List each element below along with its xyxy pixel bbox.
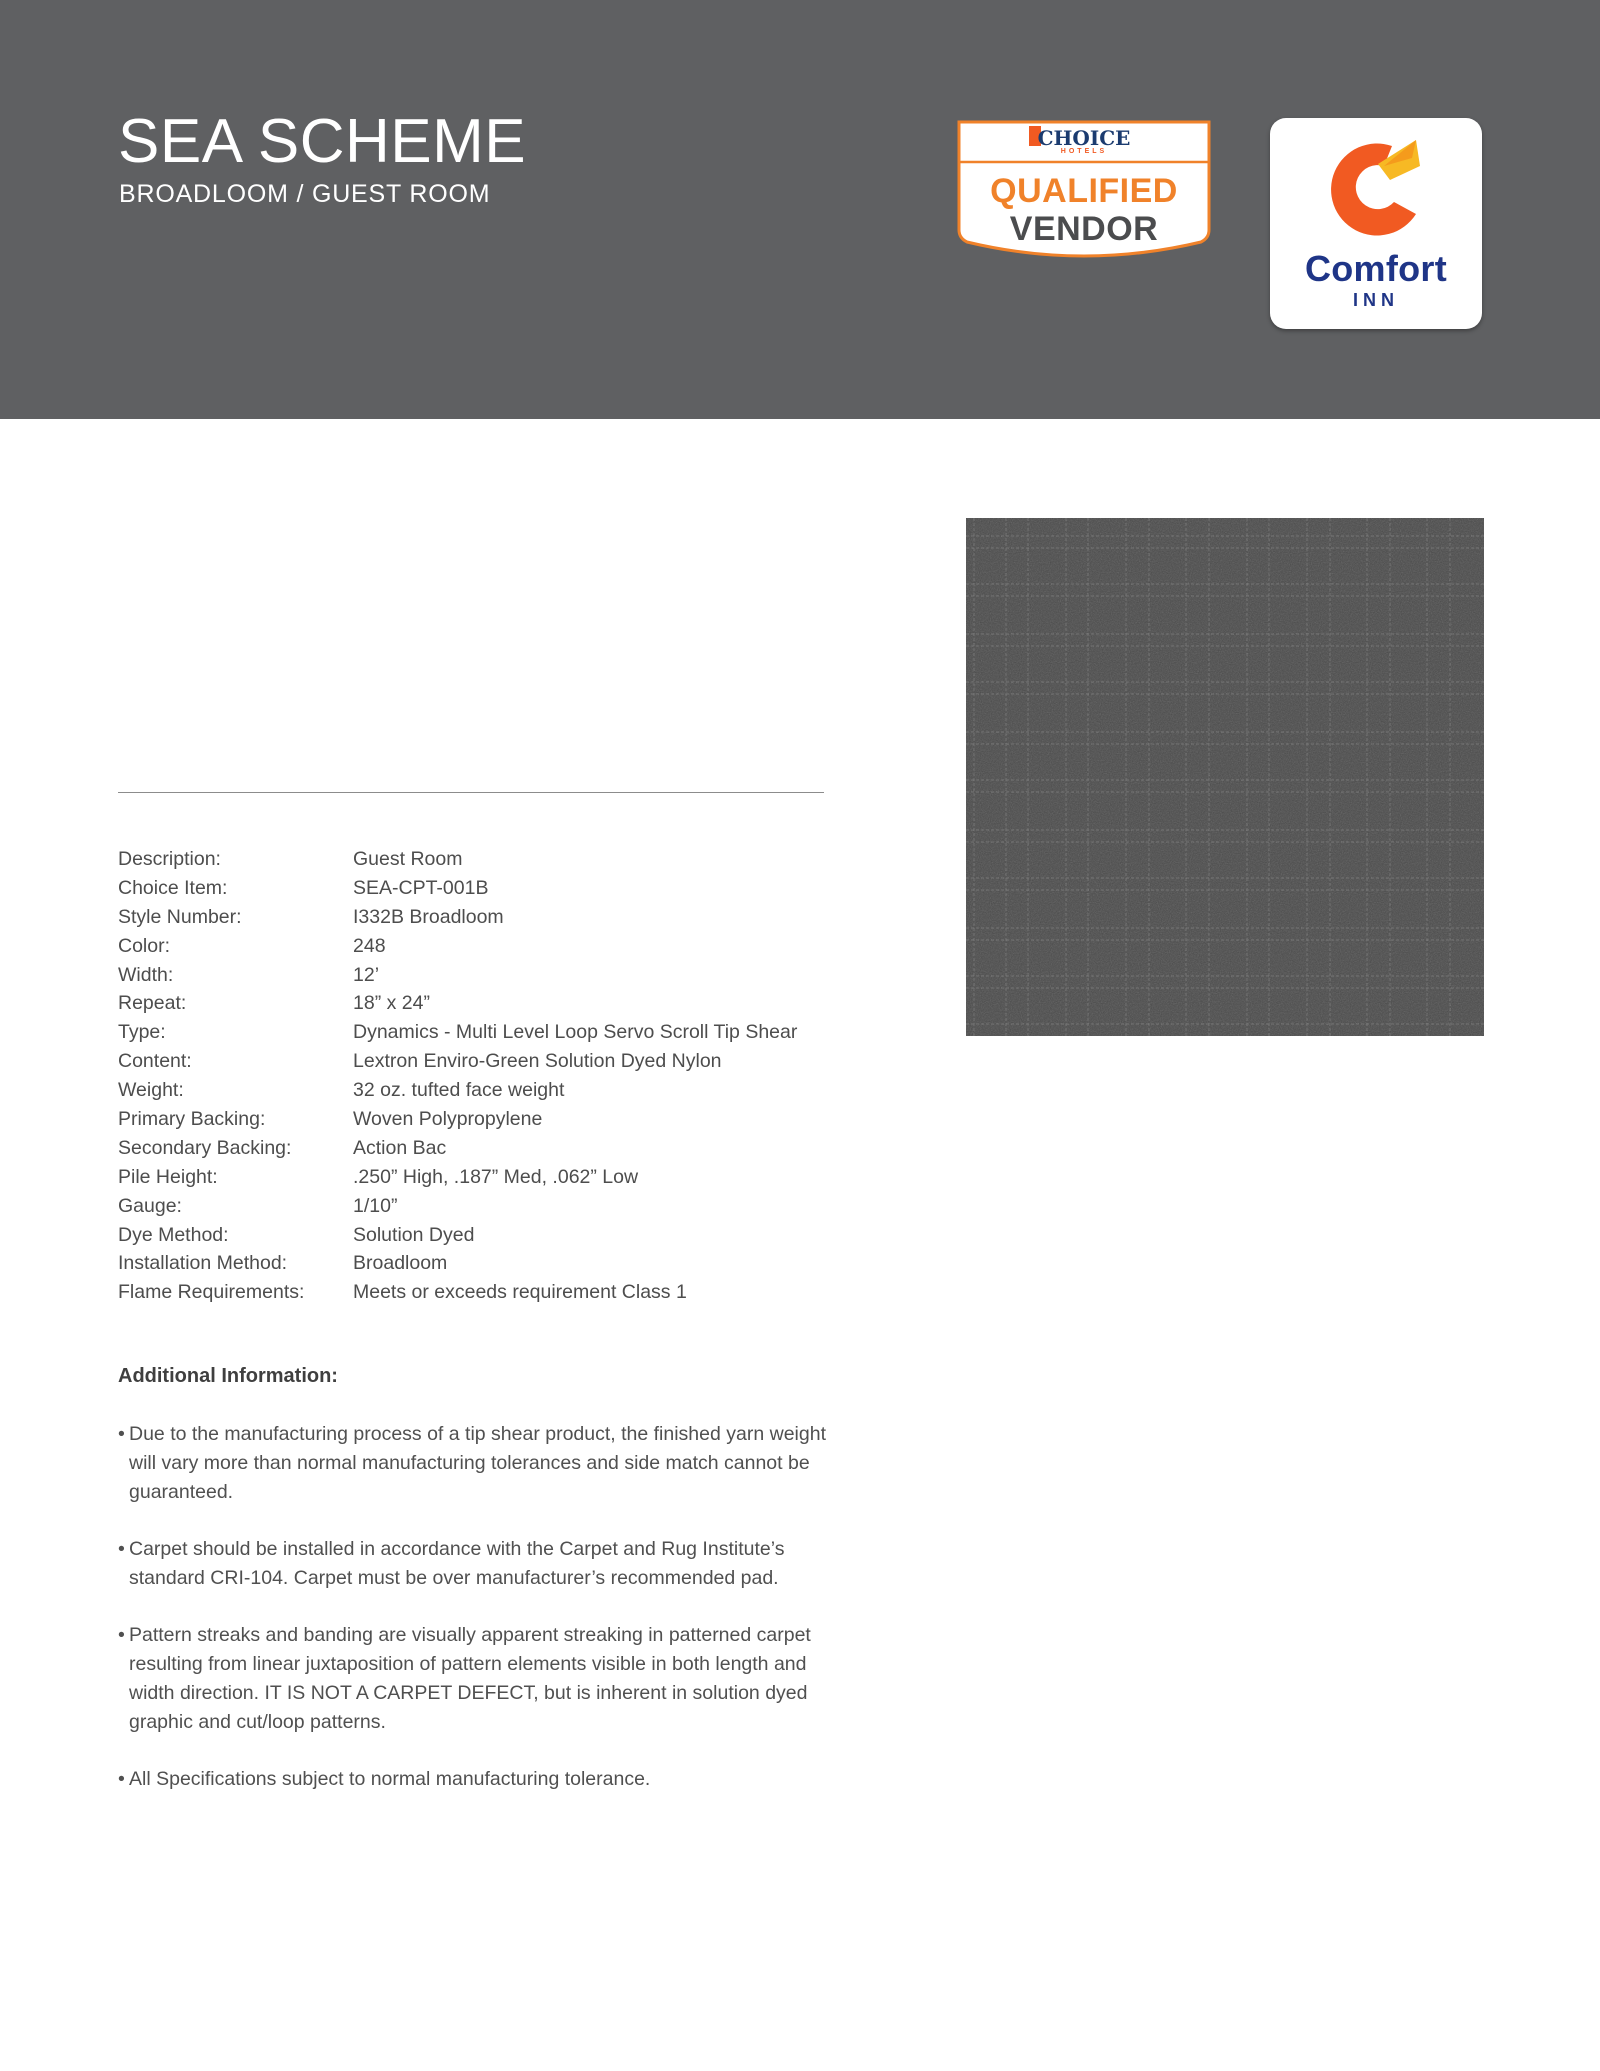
spec-value: 12’ xyxy=(353,963,380,986)
info-bullet xyxy=(118,1535,828,1593)
spec-row xyxy=(118,1134,838,1163)
spec-label: Choice Item: xyxy=(118,876,228,899)
spec-row xyxy=(118,1076,838,1105)
spec-label: Installation Method: xyxy=(118,1252,288,1275)
spec-row xyxy=(118,1163,838,1192)
spec-label: Pile Height: xyxy=(118,1165,218,1188)
bullet-text: Pattern streaks and banding are visually apparent streaking in patterned carpet resulting from linear juxtaposition of pattern elements visible in both length and width direction. IT IS NOT A CARPET DEFECT, but is inherent in solution dyed graphic and cut/loop patterns. xyxy=(129,1624,811,1733)
badge-line-qualified: QUALIFIED xyxy=(990,172,1178,210)
spec-row xyxy=(118,1249,838,1278)
spec-label: Description: xyxy=(118,847,221,870)
spec-row xyxy=(118,1018,838,1047)
info-bullet xyxy=(118,1420,828,1507)
spec-label: Weight: xyxy=(118,1079,184,1102)
spec-row xyxy=(118,1105,838,1134)
spec-label: Color: xyxy=(118,934,171,957)
comfort-c-icon xyxy=(1320,136,1432,248)
spec-row xyxy=(118,932,838,961)
page-title: SEA SCHEME xyxy=(118,107,527,176)
spec-value: Solution Dyed xyxy=(353,1223,475,1246)
spec-value: Broadloom xyxy=(353,1252,448,1275)
additional-info-list xyxy=(118,1420,828,1822)
spec-value: Dynamics - Multi Level Loop Servo Scroll Tip Shear xyxy=(353,1021,798,1044)
spec-value: I332B Broadloom xyxy=(353,905,504,928)
additional-info-heading: Additional Information: xyxy=(118,1365,338,1387)
spec-label: Repeat: xyxy=(118,992,187,1015)
badge-line-vendor: VENDOR xyxy=(1009,210,1159,248)
spec-label: Type: xyxy=(118,1021,166,1044)
page-subtitle: BROADLOOM / GUEST ROOM xyxy=(119,180,491,208)
spec-label: Dye Method: xyxy=(118,1223,229,1246)
bullet-marker: • xyxy=(118,1624,125,1646)
header-band xyxy=(0,0,1600,419)
spec-value: Lextron Enviro-Green Solution Dyed Nylon xyxy=(353,1050,722,1073)
sample-texture xyxy=(966,518,1484,1036)
spec-value: Meets or exceeds requirement Class 1 xyxy=(353,1281,687,1304)
comfort-logo-name: Comfort xyxy=(1304,248,1448,289)
spec-row xyxy=(118,845,838,874)
spec-row xyxy=(118,903,838,932)
spec-row xyxy=(118,1221,838,1250)
spec-value: 18” x 24” xyxy=(353,992,430,1015)
bullet-text: All Specifications subject to normal manufacturing tolerance. xyxy=(129,1768,651,1790)
spec-value: .250” High, .187” Med, .062” Low xyxy=(353,1165,639,1188)
carpet-pattern xyxy=(966,518,1484,1036)
bullet-marker: • xyxy=(118,1538,125,1560)
spec-table xyxy=(118,845,838,1307)
spec-label: Flame Requirements: xyxy=(118,1281,305,1304)
spec-value: Guest Room xyxy=(353,847,463,870)
choice-brand: CHOICE xyxy=(1037,126,1131,150)
spec-label: Secondary Backing: xyxy=(118,1136,292,1159)
spec-value: Woven Polypropylene xyxy=(353,1107,543,1130)
spec-value: 248 xyxy=(353,934,386,957)
spec-label: Width: xyxy=(118,963,174,986)
spec-value: Action Bac xyxy=(353,1136,447,1159)
info-bullet xyxy=(118,1621,828,1737)
choice-brand-sub: HOTELS xyxy=(1060,148,1108,155)
spec-row xyxy=(118,1278,838,1307)
bullet-marker: • xyxy=(118,1423,125,1445)
spec-label: Style Number: xyxy=(118,905,242,928)
comfort-inn-logo xyxy=(1270,118,1482,329)
spec-row xyxy=(118,874,838,903)
spec-row xyxy=(118,961,838,990)
spec-label: Primary Backing: xyxy=(118,1107,266,1130)
spec-row xyxy=(118,1192,838,1221)
spec-label: Content: xyxy=(118,1050,192,1073)
spec-value: 32 oz. tufted face weight xyxy=(353,1079,565,1102)
bullet-text: Due to the manufacturing process of a tip shear product, the finished yarn weight will vary more than normal manufacturing tolerances and side match cannot be guaranteed. xyxy=(129,1423,826,1503)
spec-value: SEA-CPT-001B xyxy=(353,876,489,899)
spec-row xyxy=(118,1047,838,1076)
section-divider xyxy=(118,792,824,793)
spec-value: 1/10” xyxy=(353,1194,398,1217)
bullet-text: Carpet should be installed in accordance with the Carpet and Rug Institute’s standard CRI-104. Carpet must be over manufacturer’s recommended pad. xyxy=(129,1538,785,1589)
spec-label: Gauge: xyxy=(118,1194,182,1217)
spec-row xyxy=(118,989,838,1018)
info-bullet xyxy=(118,1765,828,1794)
choice-qualified-vendor-badge xyxy=(955,118,1213,264)
carpet-sample-image xyxy=(966,518,1484,1036)
comfort-logo-sub: INN xyxy=(1353,290,1399,310)
bullet-marker: • xyxy=(118,1768,125,1790)
